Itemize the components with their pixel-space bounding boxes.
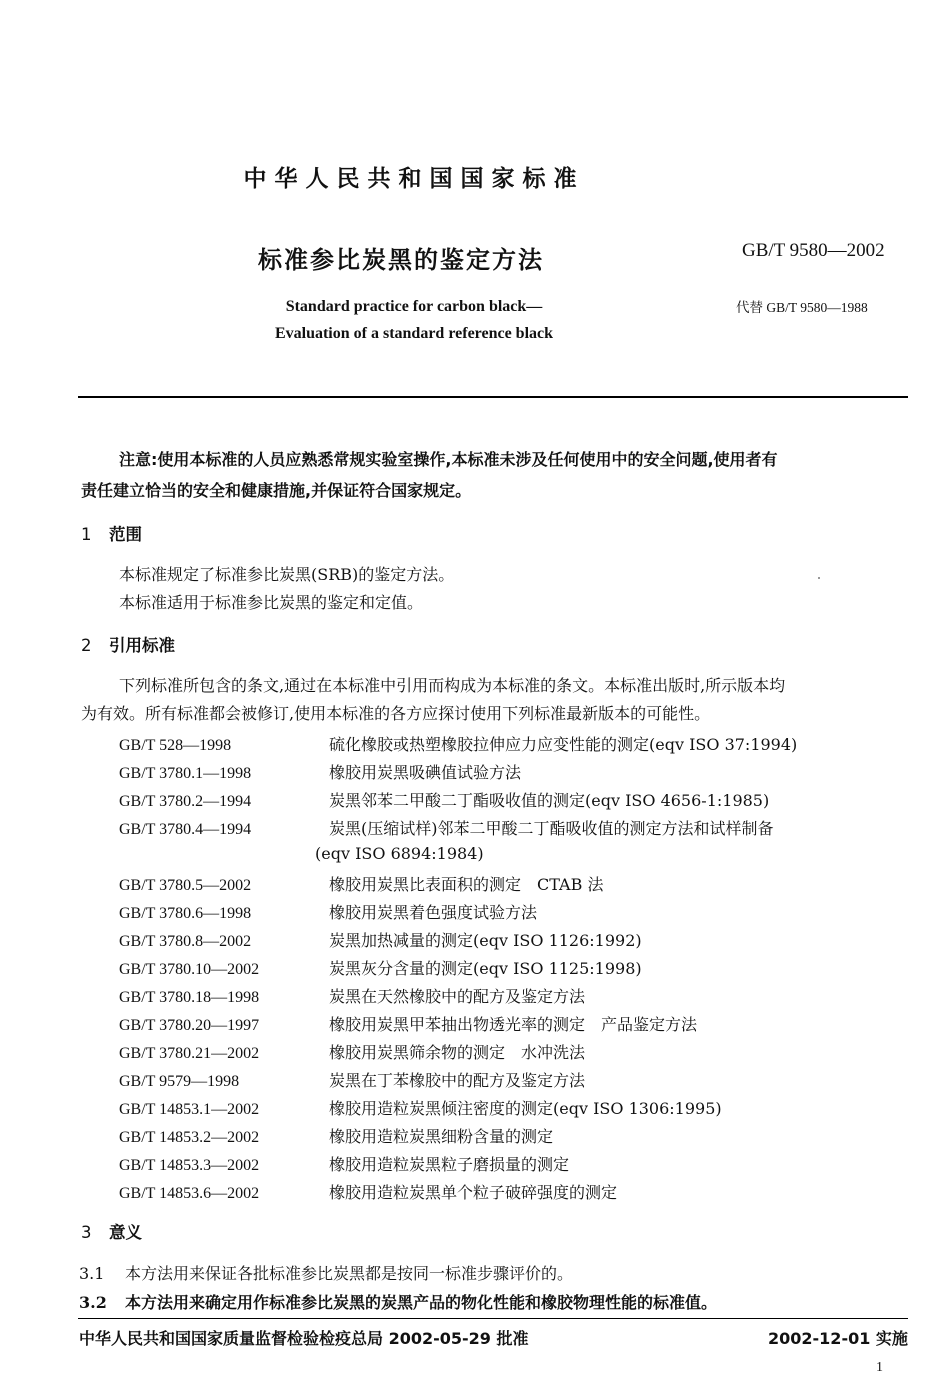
reference-code: GB/T 3780.4—1994 — [119, 821, 252, 838]
reference-code: GB/T 3780.5—2002 — [119, 877, 252, 894]
clause-3-1 — [79, 1259, 573, 1289]
scope-text-line2: 本标准适用于标准参比炭黑的鉴定和定值。 — [119, 593, 424, 612]
reference-item — [119, 844, 484, 863]
reference-item — [119, 872, 603, 895]
reference-code: GB/T 3780.20—1997 — [119, 1017, 260, 1034]
scan-speck — [818, 577, 820, 579]
reference-item — [119, 1012, 697, 1035]
reference-title: 橡胶用造粒炭黑倾注密度的测定(eqv ISO 1306:1995) — [329, 1099, 722, 1118]
reference-item — [119, 1152, 569, 1175]
clause-text: 本方法用来确定用作标准参比炭黑的炭黑产品的物化性能和橡胶物理性能的标准值。 — [125, 1293, 718, 1312]
document-title-english-line1: Standard practice for carbon black— — [285, 298, 543, 315]
document-title-english-line2: Evaluation of a standard reference black — [274, 325, 554, 342]
reference-title: (eqv ISO 6894:1984) — [315, 844, 484, 863]
references-intro-line2: 为有效。所有标准都会被修订,使用本标准的各方应探讨使用下列标准最新版本的可能性。 — [81, 704, 711, 723]
reference-code: GB/T 14853.1—2002 — [119, 1101, 260, 1118]
reference-code: GB/T 528—1998 — [119, 737, 232, 754]
national-standard-heading: 中华人民共和国国家标准 — [243, 166, 585, 192]
page-number: 1 — [876, 1360, 883, 1375]
reference-title: 橡胶用炭黑吸碘值试验方法 — [329, 763, 522, 782]
reference-item — [119, 1180, 617, 1203]
reference-title: 炭黑在丁苯橡胶中的配方及鉴定方法 — [329, 1071, 586, 1090]
reference-code: GB/T 14853.6—2002 — [119, 1185, 260, 1202]
reference-title: 炭黑在天然橡胶中的配方及鉴定方法 — [329, 987, 586, 1006]
section-number: 3 — [81, 1223, 92, 1242]
section-number: 1 — [81, 525, 92, 544]
clause-number: 3.1 — [79, 1264, 105, 1283]
reference-code: GB/T 14853.2—2002 — [119, 1129, 260, 1146]
reference-title: 橡胶用炭黑甲苯抽出物透光率的测定 产品鉴定方法 — [329, 1015, 698, 1034]
section-number: 2 — [81, 636, 92, 655]
reference-code: GB/T 3780.1—1998 — [119, 765, 252, 782]
reference-code: GB/T 3780.2—1994 — [119, 793, 252, 810]
reference-code: GB/T 3780.21—2002 — [119, 1045, 260, 1062]
scope-text-line1: 本标准规定了标准参比炭黑(SRB)的鉴定方法。 — [119, 565, 455, 584]
reference-item — [119, 788, 769, 811]
reference-item — [119, 760, 521, 783]
reference-title: 炭黑加热减量的测定(eqv ISO 1126:1992) — [329, 931, 642, 950]
reference-item — [119, 1068, 585, 1091]
approval-statement: 中华人民共和国国家质量监督检验检疫总局 2002-05-29 批准 — [79, 1329, 529, 1348]
reference-code: GB/T 9579—1998 — [119, 1073, 240, 1090]
reference-title: 炭黑邻苯二甲酸二丁酯吸收值的测定(eqv ISO 4656-1:1985) — [329, 791, 770, 810]
reference-title: 橡胶用造粒炭黑单个粒子破碎强度的测定 — [329, 1183, 618, 1202]
reference-title: 橡胶用炭黑着色强度试验方法 — [329, 903, 538, 922]
reference-title: 橡胶用造粒炭黑粒子磨损量的测定 — [329, 1155, 570, 1174]
reference-title: 炭黑灰分含量的测定(eqv ISO 1125:1998) — [329, 959, 642, 978]
reference-code: GB/T 3780.6—1998 — [119, 905, 252, 922]
safety-note-line1: 注意:使用本标准的人员应熟悉常规实验室操作,本标准未涉及任何使用中的安全问题,使用者有 — [119, 450, 778, 469]
reference-item — [119, 900, 537, 923]
section-label: 范围 — [109, 525, 142, 544]
reference-code: GB/T 3780.8—2002 — [119, 933, 252, 950]
section-heading-significance — [81, 1219, 142, 1243]
footer-divider — [78, 1318, 908, 1319]
reference-code: GB/T 3780.18—1998 — [119, 989, 260, 1006]
section-label: 引用标准 — [109, 636, 175, 655]
clause-text: 本方法用来保证各批标准参比炭黑都是按同一标准步骤评价的。 — [125, 1264, 574, 1283]
reference-item — [119, 732, 797, 755]
reference-title: 橡胶用造粒炭黑细粉含量的测定 — [329, 1127, 554, 1146]
reference-title: 硫化橡胶或热塑橡胶拉伸应力应变性能的测定(eqv ISO 37:1994) — [329, 735, 798, 754]
reference-item — [119, 1040, 585, 1063]
clause-3-2 — [79, 1288, 717, 1318]
reference-code: GB/T 3780.10—2002 — [119, 961, 260, 978]
document-title-chinese: 标准参比炭黑的鉴定方法 — [258, 246, 544, 274]
references-intro-line1: 下列标准所包含的条文,通过在本标准中引用而构成为本标准的条文。本标准出版时,所示版本均 — [119, 676, 786, 695]
reference-item — [119, 816, 774, 839]
section-label: 意义 — [109, 1223, 142, 1242]
clause-number: 3.2 — [79, 1293, 107, 1312]
reference-item — [119, 1096, 722, 1119]
header-divider — [78, 396, 908, 398]
section-heading-scope — [81, 521, 142, 545]
section-heading-normative-references — [81, 632, 175, 656]
reference-item — [119, 928, 642, 951]
reference-item — [119, 984, 585, 1007]
safety-note-line2: 责任建立恰当的安全和健康措施,并保证符合国家规定。 — [81, 481, 472, 500]
replaces-standard: 代替 GB/T 9580—1988 — [736, 300, 868, 315]
reference-title: 橡胶用炭黑筛余物的测定 水冲洗法 — [329, 1043, 586, 1062]
reference-code: GB/T 14853.3—2002 — [119, 1157, 260, 1174]
reference-title: 橡胶用炭黑比表面积的测定 CTAB 法 — [329, 875, 604, 894]
reference-item — [119, 956, 642, 979]
reference-title: 炭黑(压缩试样)邻苯二甲酸二丁酯吸收值的测定方法和试样制备 — [329, 819, 774, 838]
implementation-date: 2002-12-01 实施 — [768, 1329, 908, 1348]
reference-item — [119, 1124, 553, 1147]
standard-code: GB/T 9580—2002 — [742, 240, 885, 261]
